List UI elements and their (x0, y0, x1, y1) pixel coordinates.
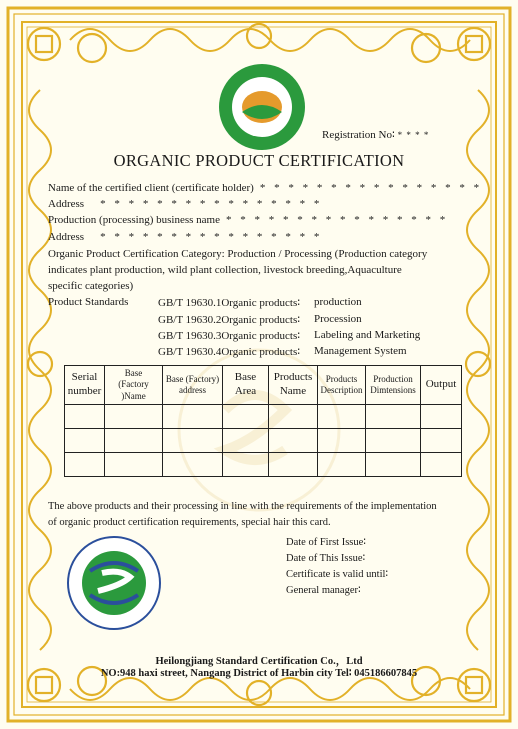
table-row (65, 453, 462, 477)
statement-line-2: of organic product certification requirements, special hair this card. (48, 517, 331, 528)
table-cell (105, 453, 163, 477)
standard-desc: Procession (314, 313, 362, 325)
column-header: Products Description (318, 366, 366, 405)
table-cell (223, 453, 269, 477)
column-header: Production Dimtensions (366, 366, 421, 405)
business-name-row: Production (processing) business name * * * * * * * * * * * * * * * * (48, 214, 449, 226)
table-cell (163, 405, 223, 429)
table-cell (163, 453, 223, 477)
footer-address: NO:948 haxi street, Nangang District of Harbin city Tel∶ 045186607845 (100, 668, 418, 679)
products-table (64, 365, 462, 477)
table-cell (366, 453, 421, 477)
table-cell (366, 429, 421, 453)
address-row-1: Address * * * * * * * * * * * * * * * * (48, 198, 323, 210)
client-name-row: Name of the certified client (certificate holder) * * * * * * * * * * * * * * * * (48, 182, 483, 194)
standard-code: GB/T 19630.3Organic products∶ (158, 330, 301, 342)
standard-desc: Labeling and Marketing (314, 329, 421, 341)
organic-logo (217, 62, 307, 152)
table-cell (65, 453, 105, 477)
footer-company: Heilongjiang Standard Certification Co.，Ltd (155, 656, 363, 667)
address-row-2: Address * * * * * * * * * * * * * * * * (48, 231, 323, 243)
table-cell (318, 429, 366, 453)
column-header: Base (Factory) address (163, 366, 223, 405)
column-header: Serial number (65, 366, 105, 405)
table-row (65, 405, 462, 429)
table-cell (269, 429, 318, 453)
general-manager: General manager∶ (286, 585, 361, 596)
column-header: Base Area (223, 366, 269, 405)
standard-code: GB/T 19630.2Organic products∶ (158, 314, 301, 326)
table-cell (163, 429, 223, 453)
category-line-2: indicates plant production, wild plant collection, livestock breeding,Aquaculture (48, 264, 402, 276)
table-cell (318, 405, 366, 429)
first-issue-date: Date of First Issue∶ (286, 537, 367, 548)
table-cell (366, 405, 421, 429)
standard-desc: production (314, 296, 362, 308)
standard-desc: Management System (314, 345, 407, 357)
table-cell (105, 429, 163, 453)
category-line-3: specific categories) (48, 280, 134, 292)
column-header: Output (421, 366, 462, 405)
column-header: Products Name (269, 366, 318, 405)
table-cell (269, 405, 318, 429)
table-cell (269, 453, 318, 477)
registration-number: Registration No∶ * * * * (322, 129, 430, 141)
statement-line-1: The above products and their processing in line with the requirements of the implementation (48, 501, 437, 512)
table-cell (421, 405, 462, 429)
certificate-title: ORGANIC PRODUCT CERTIFICATION (113, 151, 405, 170)
table-cell (421, 453, 462, 477)
table-cell (421, 429, 462, 453)
table-row (65, 429, 462, 453)
table-cell (318, 453, 366, 477)
product-standards-label: Product Standards (48, 296, 129, 308)
table-cell (105, 405, 163, 429)
company-seal (66, 535, 162, 631)
column-header: Base (Factory )Name (105, 366, 163, 405)
table-cell (65, 405, 105, 429)
standard-code: GB/T 19630.4Organic products∶ (158, 346, 301, 358)
standard-code: GB/T 19630.1Organic products∶ (158, 297, 301, 309)
table-cell (65, 429, 105, 453)
valid-until-date: Certificate is valid until∶ (286, 569, 389, 580)
table-header-row (65, 366, 462, 405)
category-line-1: Organic Product Certification Category: Production / Processing (Production category (48, 248, 428, 260)
table-cell (223, 429, 269, 453)
table-cell (223, 405, 269, 429)
this-issue-date: Date of This Issue∶ (286, 553, 366, 564)
